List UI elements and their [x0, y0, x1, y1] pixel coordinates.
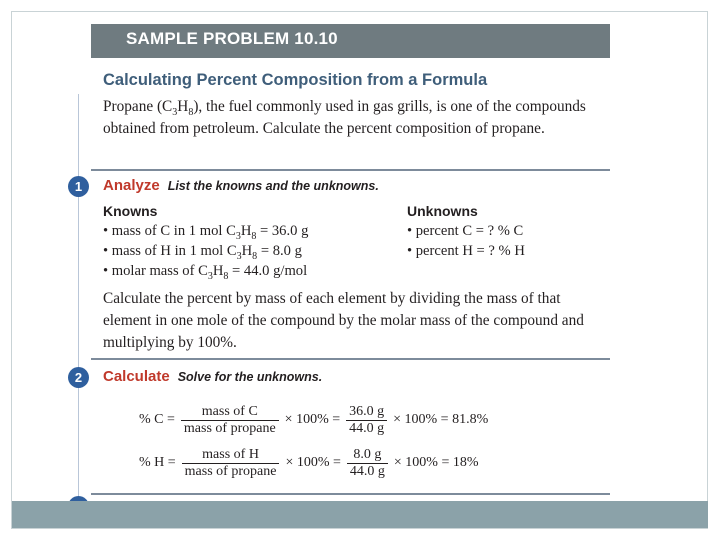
textbook-page [68, 24, 610, 501]
unknown-item: • percent C = ? % C [407, 223, 524, 239]
step-number-2: 2 [68, 367, 89, 388]
problem-text-part: ), the fuel commonly used in gas grills, is one of the compounds obtained from petroleum. Calculate the percent composition of propane. [103, 98, 586, 137]
equation-hydrogen [138, 443, 480, 483]
fraction: $\frac{36.0 g}{44.0 g}$ [346, 404, 387, 437]
header-title: SAMPLE PROBLEM 10.10 [126, 29, 338, 48]
equation-operator: × 100% = [285, 455, 341, 470]
equation-lhs: % H = [139, 455, 176, 470]
known-item: • mass of C in 1 mol $C_3H_8 = 36.0$ g [103, 223, 309, 242]
step-description: List the knowns and the unknowns. [167, 179, 379, 193]
problem-text-part: Propane (C [103, 98, 173, 115]
header-band [91, 24, 610, 58]
subscript: 3 [172, 107, 178, 119]
unknowns-heading: Unknowns [407, 203, 478, 219]
equation-operator: × 100% = [284, 412, 341, 427]
problem-statement [103, 96, 603, 140]
fraction: $\frac{8.0 g}{44.0 g}$ [347, 447, 388, 480]
divider [91, 169, 610, 171]
equation-result: × 100% = 18% [393, 455, 479, 470]
analyze-heading [103, 177, 379, 195]
fraction: $\frac{\text{mass of H}}{\text{mass of propane}}$ [182, 447, 280, 480]
problem-text-part: H [177, 98, 189, 115]
step-name: Analyze [103, 177, 160, 194]
step-name: Calculate [103, 368, 170, 385]
problem-title: Calculating Percent Composition from a Formula [103, 71, 488, 89]
equation-result: × 100% = 81.8% [393, 412, 489, 427]
known-item: • mass of H in 1 mol $C_3H_8 = 8.0$ g [103, 243, 302, 262]
equation-carbon [138, 400, 489, 440]
equation-lhs: % C = [139, 412, 175, 427]
unknown-item: • percent H = ? % H [407, 243, 525, 259]
known-item: • molar mass of $C_3H_8 = 44.0$ g/mol [103, 263, 308, 282]
fraction: $\frac{\text{mass of C}}{\text{mass of propane}}$ [181, 404, 279, 437]
divider [91, 358, 610, 360]
step-description: Solve for the unknowns. [177, 370, 323, 384]
slide-footer-bar [12, 501, 708, 528]
knowns-heading: Knowns [103, 203, 158, 219]
step-timeline [78, 94, 79, 501]
subscript: 8 [188, 107, 194, 119]
calculate-heading [103, 368, 322, 386]
step-number-1: 1 [68, 176, 89, 197]
divider [91, 493, 610, 495]
analyze-explanation: Calculate the percent by mass of each element by dividing the mass of that element in one mole of the compound by the molar mass of the compound and multiplying by 100%. [103, 290, 584, 351]
